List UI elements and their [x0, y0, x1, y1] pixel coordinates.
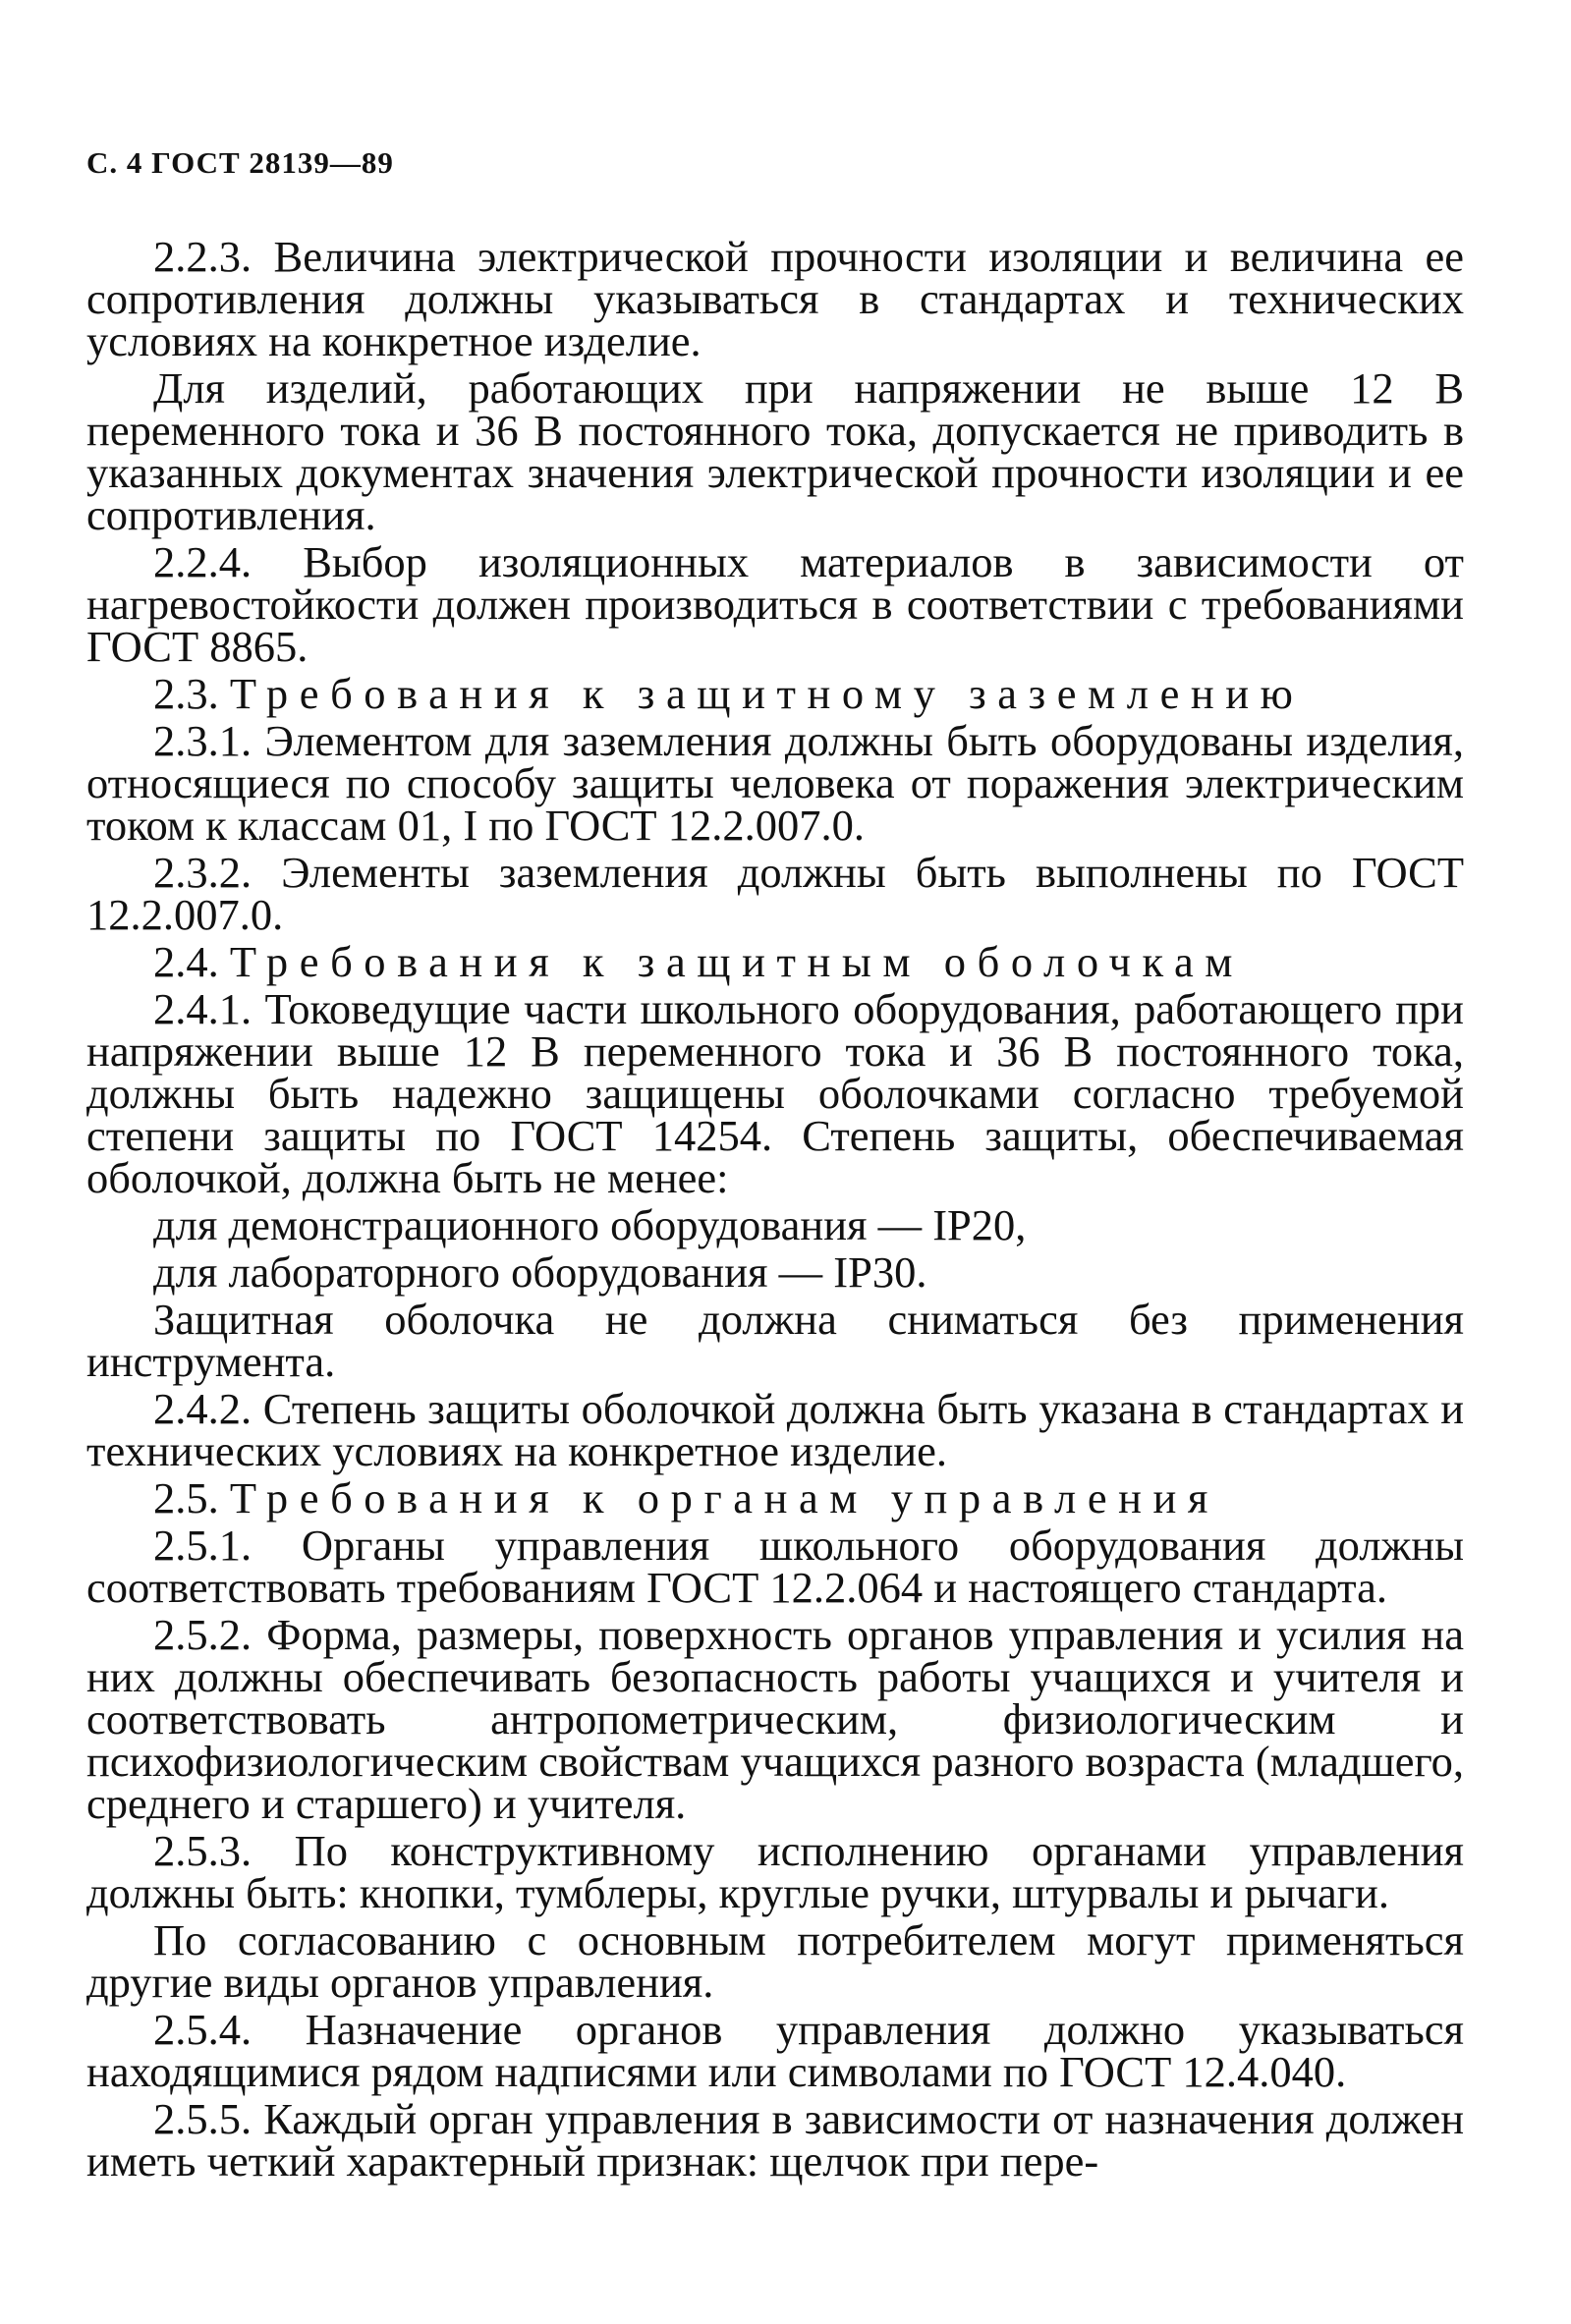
clause-number: 2.3.1.: [153, 716, 252, 765]
section-heading-2-4: [86, 937, 1464, 986]
paragraph-text: Назначение органов управления должно указываться находящимися рядом надписями или символами по ГОСТ 12.4.040.: [86, 2005, 1464, 2096]
clause-number: 2.4.1.: [153, 984, 252, 1033]
document-body: [86, 232, 1465, 2187]
clause-number: 2.3.2.: [153, 848, 252, 897]
paragraph-2-4-2: [86, 1384, 1465, 1475]
paragraph-text: Выбор изоляционных материалов в зависимости от нагревостойкости должен производиться в соответствии с требованиями ГОСТ 8865.: [86, 537, 1464, 671]
paragraph-text: Элементы заземления должны быть выполнены по ГОСТ 12.2.007.0.: [86, 848, 1465, 939]
paragraph-2-5-3: [86, 1826, 1464, 1917]
paragraph-2-5-5: [86, 2094, 1465, 2186]
list-item: [86, 1247, 1464, 1297]
section-heading-2-5: [86, 1473, 1464, 1522]
clause-number: 2.4.: [153, 937, 219, 986]
clause-number: 2.5.1.: [153, 1521, 252, 1570]
paragraph: [86, 363, 1464, 539]
paragraph-text: По согласованию с основным потребителем могут применяться другие виды органов управления.: [86, 1915, 1464, 2007]
paragraph-2-5-2: [86, 1610, 1464, 1828]
clause-number: 2.3.: [153, 669, 219, 718]
paragraph-text: Органы управления школьного оборудования должны соответствовать требованиям ГОСТ 12.2.064 и настоящего стандарта.: [86, 1521, 1464, 1612]
paragraph-2-2-4: [86, 537, 1464, 671]
paragraph-2-5-1: [86, 1521, 1464, 1612]
paragraph-2-5-4: [86, 2005, 1464, 2096]
clause-number: 2.5.: [153, 1473, 219, 1522]
paragraph: [86, 1915, 1464, 2007]
paragraph-text: Токоведущие части школьного оборудования, работающего при напряжении выше 12 В переменного тока и 36 В постоянного тока, должны быть надежно защищены оболочками согласно требуемой степени защиты по ГОСТ 14254. Степень защиты, обеспечиваемая оболочкой, должна быть не менее:: [86, 984, 1464, 1202]
list-item: [86, 1200, 1464, 1249]
paragraph-2-3-1: [86, 716, 1465, 850]
paragraph-text: По конструктивному исполнению органами управления должны быть: кнопки, тумблеры, круглые ручки, штурвалы и рычаги.: [86, 1826, 1464, 1917]
paragraph-text: Степень защиты оболочкой должна быть указана в стандартах и технических условиях на конкретное изделие.: [86, 1384, 1465, 1475]
clause-number: 2.2.3.: [153, 232, 252, 281]
paragraph-2-2-3: [86, 232, 1465, 365]
list-item-text: для демонстрационного оборудования — IP20,: [153, 1200, 1027, 1249]
clause-number: 2.5.2.: [153, 1610, 252, 1659]
paragraph-text: Величина электрической прочности изоляции и величина ее сопротивления должны указываться в стандартах и технических условиях на конкретное изделие.: [86, 232, 1465, 365]
paragraph-2-4-1: [86, 984, 1464, 1202]
paragraph-text: Защитная оболочка не должна сниматься без применения инструмента.: [86, 1295, 1464, 1386]
paragraph: [86, 1295, 1464, 1386]
paragraph-text: Форма, размеры, поверхность органов управления и усилия на них должны обеспечивать безопасность работы учащихся и учителя и соответствовать антропометрическим, физиологическим и психофизиологическим свойствам учащихся разного возраста (младшего, среднего и старшего) и учителя.: [86, 1610, 1464, 1828]
section-heading-text: Требования к органам управления: [229, 1473, 1219, 1522]
clause-number: 2.5.3.: [153, 1826, 252, 1875]
clause-number: 2.4.2.: [153, 1384, 252, 1433]
paragraph-2-3-2: [86, 848, 1465, 939]
section-heading-2-3: [86, 669, 1464, 718]
clause-number: 2.2.4.: [153, 537, 252, 586]
paragraph-text: Для изделий, работающих при напряжении не выше 12 В переменного тока и 36 В постоянного тока, допускается не приводить в указанных документах значения электрической прочности изоляции и ее сопротивления.: [86, 363, 1464, 539]
paragraph-text: Каждый орган управления в зависимости от назначения должен иметь четкий характерный признак: щелчок при пере-: [86, 2094, 1465, 2186]
list-item-text: для лабораторного оборудования — IP30.: [153, 1247, 927, 1297]
section-heading-text: Требования к защитному заземлению: [229, 669, 1305, 718]
clause-number: 2.5.4.: [153, 2005, 252, 2054]
paragraph-text: Элементом для заземления должны быть оборудованы изделия, относящиеся по способу защиты человека от поражения электрическим током к классам 01, I по ГОСТ 12.2.007.0.: [86, 716, 1465, 850]
section-heading-text: Требования к защитным оболочкам: [229, 937, 1245, 986]
page-header: С. 4 ГОСТ 28139—89: [86, 145, 394, 180]
clause-number: 2.5.5.: [153, 2094, 252, 2143]
